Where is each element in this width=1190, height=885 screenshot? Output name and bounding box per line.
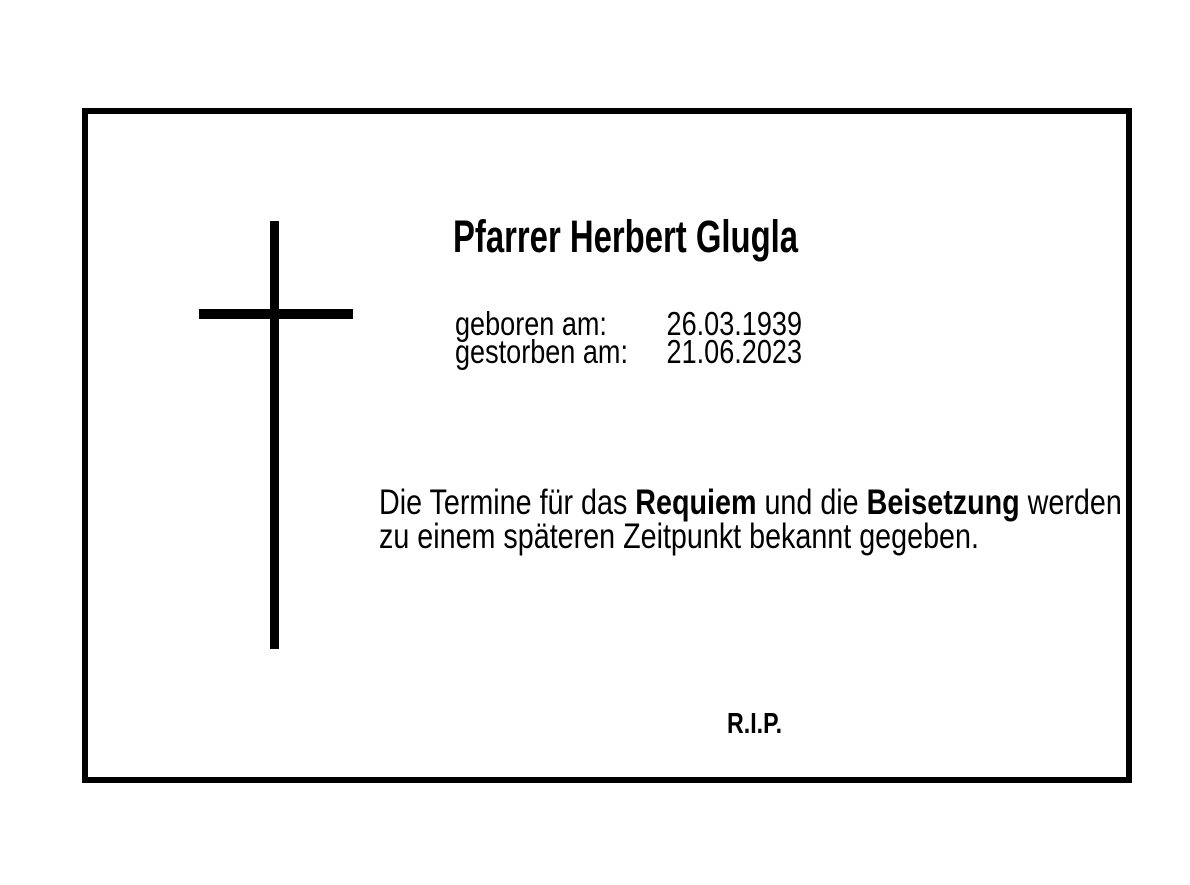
birth-date-value: 26.03.1939	[666, 305, 803, 342]
rip-text: R.I.P.	[727, 708, 783, 740]
cross-vertical-bar	[270, 221, 279, 649]
announcement-segment: und die	[756, 483, 867, 522]
death-date-label: gestorben am:	[455, 333, 628, 370]
announcement-line2: zu einem späteren Zeitpunkt bekannt gegeben.	[379, 517, 979, 556]
death-date-row	[455, 333, 803, 370]
announcement-requiem-bold: Requiem	[635, 483, 757, 522]
announcement-segment: werden	[1019, 483, 1122, 522]
announcement-segment: Die Termine für das	[379, 483, 636, 522]
birth-date-label: geboren am:	[455, 305, 607, 342]
death-date-value: 21.06.2023	[666, 333, 803, 370]
announcement-text	[379, 483, 1122, 556]
announcement-beisetzung-bold: Beisetzung	[866, 483, 1020, 522]
latin-cross-icon	[199, 221, 353, 649]
deceased-name-title: Pfarrer Herbert Glugla	[453, 211, 799, 262]
cross-horizontal-bar	[199, 309, 353, 319]
life-dates-block	[455, 305, 803, 370]
